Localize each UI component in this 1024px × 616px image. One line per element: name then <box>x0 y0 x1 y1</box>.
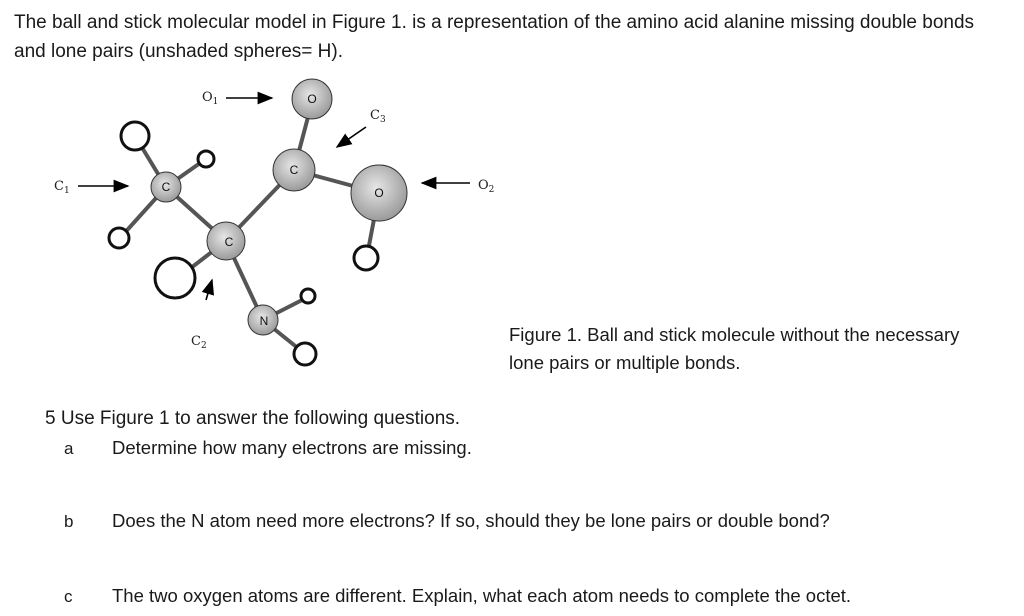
intro-line-2: and lone pairs (unshaded spheres= H). <box>14 41 344 62</box>
caption-line-1: Figure 1. Ball and stick molecule without the necessary <box>509 324 960 345</box>
atom-letter: O <box>374 186 384 200</box>
label-c3: $C_3$ <box>370 108 386 125</box>
arrow-c3 <box>337 127 366 147</box>
hydrogen-atom <box>301 289 315 303</box>
hydrogen-atom <box>155 258 195 298</box>
atom-letter: O <box>307 92 317 106</box>
carbon-atom-center <box>207 222 245 260</box>
carbon-atom-left <box>151 172 181 202</box>
oxygen-atom-right <box>351 165 407 221</box>
item-text-a: Determine how many electrons are missing. <box>112 437 472 458</box>
label-o2: $O_2$ <box>478 178 495 195</box>
intro-line-1: The ball and stick molecular model in Figure 1. is a representation of the amino acid alanine missing double bonds <box>14 12 975 33</box>
item-text-c: The two oxygen atoms are different. Explain, what each atom needs to complete the octet. <box>112 585 852 606</box>
intro-paragraph <box>14 8 1014 66</box>
nitrogen-atom <box>248 305 278 335</box>
oxygen-atom-top <box>292 79 332 119</box>
label-c1: $C_1$ <box>54 179 70 196</box>
label-o1: $O_1$ <box>202 90 219 107</box>
item-letter-c: c <box>64 587 73 606</box>
label-c2: $C_2$ <box>191 334 207 351</box>
atom-letter: C <box>161 180 171 194</box>
item-letter-b: b <box>64 512 74 531</box>
hydrogen-atom <box>198 151 214 167</box>
atom-letter: N <box>259 314 269 328</box>
hydrogen-atom <box>294 343 316 365</box>
caption-line-2: lone pairs or multiple bonds. <box>509 352 741 373</box>
atom-letter: C <box>289 163 299 177</box>
question-title: 5 Use Figure 1 to answer the following questions. <box>45 408 461 429</box>
carbon-atom-right <box>273 149 315 191</box>
item-letter-a: a <box>64 439 74 458</box>
atom-letter: C <box>224 235 234 249</box>
hydrogen-atom <box>109 228 129 248</box>
hydrogen-atom <box>354 246 378 270</box>
molecule-figure <box>40 75 500 395</box>
hydrogen-atom <box>121 122 149 150</box>
arrow-c2 <box>206 280 212 300</box>
item-text-b: Does the N atom need more electrons? If so, should they be lone pairs or double bond? <box>112 510 830 531</box>
figure-caption <box>509 321 1009 377</box>
